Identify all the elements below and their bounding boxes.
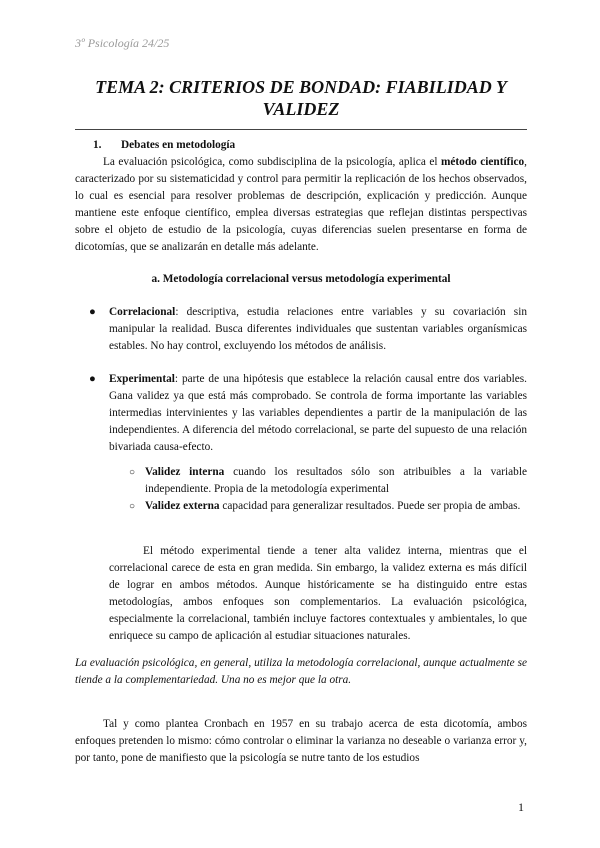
subsection-a — [75, 271, 527, 288]
intro-text-start: La evaluación psicológica, como subdisciplina de la psicología, aplica el — [103, 156, 441, 168]
cronbach-paragraph — [75, 716, 527, 767]
sub-bullet-term: Validez interna — [145, 466, 225, 478]
list-item — [75, 371, 527, 456]
sub-bullet-list — [75, 464, 527, 515]
bullet-text: : parte de una hipótesis que establece la relación causal entre dos variables. Gana validez ya que está más comprobado. Se controla de forma importante las variables intermedias intervinientes y las variables dependientes a partir de la manipulación de las independientes. A diferencia del método correlacional, se parte del supuesto de una relación bivariada causa-efecto. — [109, 373, 527, 453]
intro-bold-term: método científico — [440, 156, 525, 168]
methods-text: El método experimental tiende a tener alta validez interna, mientras que el correlacional carece de esta en gran medida. Sin embargo, la validez externa es más difícil de lograr en ambos métodos. Aunque históricamente se ha distinguido entre estas metodologías, ambos enfoques son complementarios. La evaluación psicológica, especialmente la correlacional, también incluye factores contextuales y ambientales, lo que enriquece su campo de aplicación al estudiar situaciones naturales. — [109, 545, 527, 642]
bullet-list-2 — [75, 371, 527, 456]
italic-note — [75, 655, 527, 689]
intro-paragraph — [75, 154, 527, 256]
bullet-list-1 — [75, 304, 527, 355]
bullet-term: Experimental — [109, 373, 175, 385]
circle-bullet-icon: ○ — [129, 467, 136, 478]
list-item — [75, 498, 527, 515]
sub-bullet-term: Validez externa — [145, 500, 220, 512]
sub-bullet-text: cuando los resultados sólo son atribuibles a la variable independiente. Propia de la metodología experimental — [145, 466, 527, 495]
title-divider — [75, 129, 527, 130]
methods-paragraph — [75, 543, 527, 645]
page-title: TEMA 2: CRITERIOS DE BONDAD: FIABILIDAD Y VALIDEZ — [95, 77, 507, 119]
bullet-icon: ● — [89, 373, 96, 385]
subsection-heading: a. Metodología correlacional versus metodología experimental — [151, 273, 451, 285]
bullet-icon: ● — [89, 306, 96, 318]
list-item — [75, 304, 527, 355]
section-heading — [75, 137, 527, 154]
list-item — [75, 464, 527, 498]
header-note: 3º Psicología 24/25 — [75, 36, 170, 50]
italic-note-text: La evaluación psicológica, en general, utiliza la metodología correlacional, aunque actualmente se tiende a la complementariedad. Una no es mejor que la otra. — [75, 657, 527, 686]
sub-bullet-text: capacidad para generalizar resultados. Puede ser propia de ambas. — [219, 500, 521, 512]
section-number: 1. — [93, 139, 102, 151]
bullet-text: : descriptiva, estudia relaciones entre variables y su covariación sin manipular la realidad. Busca diferentes individuales que sustentan variables organísmicas estables. No hay control, excluyendo los métodos de análisis. — [109, 306, 527, 352]
section-debates — [75, 137, 527, 256]
page-number: 1 — [518, 800, 524, 814]
intro-text-rest: , caracterizado por su sistematicidad y control para permitir la replicación de los hechos observados, lo cual es esencial para resolver problemas de descripción, explicación y predicción. Aunque mantiene este enfoque científico, emplea diversas estrategias que reflejan distintas perspectivas sobre el objeto de estudio de la psicología, cuyas diferencias suelen presentarse en forma de dicotomías, que se analizarán en detalle más adelante. — [75, 156, 527, 253]
section-title: Debates en metodología — [121, 139, 236, 151]
circle-bullet-icon: ○ — [129, 501, 136, 512]
bullet-term: Correlacional — [109, 306, 176, 318]
cronbach-text: Tal y como plantea Cronbach en 1957 en su trabajo acerca de esta dicotomía, ambos enfoques pretenden lo mismo: cómo controlar o eliminar la varianza no deseable o varianza error y, por tanto, pone de manifiesto que la psicología se nutre tanto de los estudios — [75, 718, 527, 764]
